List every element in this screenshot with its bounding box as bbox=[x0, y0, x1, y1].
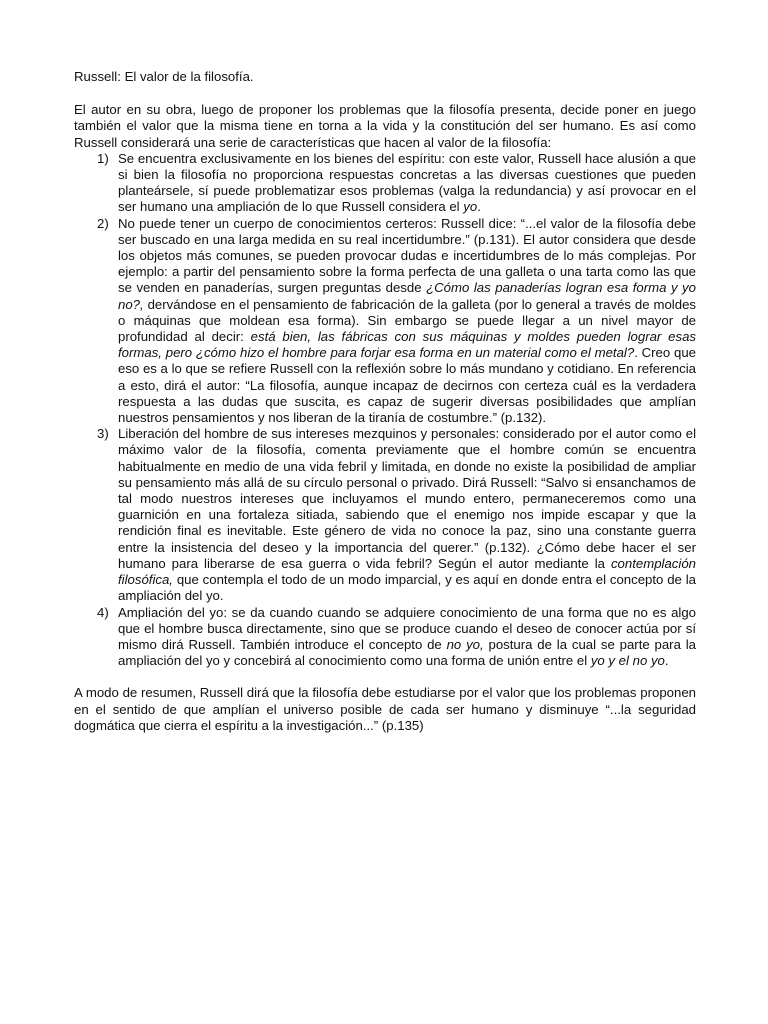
list-item-italic-text: yo y el no yo bbox=[590, 653, 665, 669]
summary-paragraph: A modo de resumen, Russell dirá que la filosofía debe estudiarse por el valor que los problemas proponen en el sentido de que amplían el universo posible de cada ser humano y disminuye “...la seguridad dogmática que cierra el espíritu a la investigación...” (p.135) bbox=[74, 685, 696, 733]
list-item-number: 4) bbox=[97, 604, 109, 620]
list-item-text: No puede tener un cuerpo de conocimientos certeros: Russell dice: “...el valor de la filosofía debe ser buscado en una larga medida en su real incertidumbre.” (p.131). El autor considera que desde los objetos más comunes, se pueden provocar dudas e incertidumbres de lo más complejas. Por ejemplo: a partir del pensamiento sobre la forma perfecta de una galleta o una tarta como las que se venden en panaderías, surgen preguntas desde bbox=[118, 215, 696, 296]
list-item-italic-text: contemplación filosófica, bbox=[118, 555, 696, 588]
list-item bbox=[74, 605, 696, 670]
list-item bbox=[74, 216, 696, 427]
list-item-text: Se encuentra exclusivamente en los bienes del espíritu: con este valor, Russell hace alusión a que si bien la filosofía no proporciona respuestas concretas a las diversas cuestiones que pueden planteársele, sí puede problematizar esos problemas (valga la redundancia) y así provocar en el ser humano una ampliación de lo que Russell considera el bbox=[118, 150, 696, 215]
document-title: Russell: El valor de la filosofía. bbox=[74, 69, 254, 84]
list-item-italic-text: yo bbox=[463, 199, 478, 215]
list-item-number: 1) bbox=[97, 150, 109, 166]
list-item-italic-text: ¿Cómo las panaderías logran esa forma y yo no?, bbox=[118, 280, 696, 312]
list-item-number: 3) bbox=[97, 426, 109, 442]
intro-paragraph: El autor en su obra, luego de proponer los problemas que la filosofía presenta, decide poner en juego también el valor que la misma tiene en torna a la vida y la constitución del ser humano. Es así como Russell considerará una serie de características que hacen al valor de la filosofía: bbox=[74, 102, 696, 150]
list-item-text: . bbox=[664, 653, 669, 669]
list-item bbox=[74, 151, 696, 216]
list-item-text: que contempla el todo de un modo imparcial, y es aquí en donde entra el concepto de la ampliación del yo. bbox=[118, 572, 696, 604]
list-item-text: Ampliación del yo: se da cuando cuando se adquiere conocimiento de una forma que no es algo que el hombre busca directamente, sino que se produce cuando el deseo de conocer actúa por sí mismo dirá Russell. También introduce el concepto de bbox=[118, 604, 696, 652]
list-item-text: . Creo que eso es a lo que se refiere Russell con la reflexión sobre lo más mundano y cotidiano. En referencia a esto, dirá el autor: “La filosofía, aunque incapaz de decirnos con certeza cuál es la verdadera respuesta a las dudas que suscita, es capaz de sugerir diversas posibilidades que amplían nuestros pensamientos y nos liberan de la tiranía de costumbre.” (p.132). bbox=[118, 345, 696, 426]
list-item-text: Liberación del hombre de sus intereses mezquinos y personales: considerado por el autor como el máximo valor de la filosofía, comenta previamente que el hombre común se encuentra habitualmente en medio de una vida febril y limitada, en donde no existe la posibilidad de ampliar su pensamiento más allá de su círculo personal o privado. Dirá Russell: “Salvo si ensanchamos de tal modo nuestros intereses que incluyamos el mundo entero, permaneceremos como una guarnición en una fortaleza sitiada, sabiendo que el enemigo nos impide escapar y que la rendición final es inevitable. Este género de vida no conoce la paz, sino una constante guerra entre la insistencia del deseo y la importancia del querer.” (p.132). ¿Cómo debe hacer el ser humano para liberarse de esa guerra o vida febril? Según el autor mediante la bbox=[118, 426, 696, 571]
list-item-text: postura de la cual se parte para la ampliación del yo y concebirá al conocimiento como una forma de unión entre el bbox=[118, 636, 696, 669]
list-item-text: dervándose en el pensamiento de fabricación de la galleta (por lo general a través de moldes o máquinas que moldean esa forma). Sin embargo se puede llegar a un nivel mayor de profundidad al decir: bbox=[118, 296, 696, 345]
characteristics-list bbox=[74, 151, 696, 670]
list-item-italic-text: no yo, bbox=[446, 636, 484, 652]
document-page bbox=[74, 69, 696, 734]
list-item-italic-text: está bien, las fábricas con sus máquinas y moldes pueden lograr esas formas, pero ¿cómo hizo el hombre para forjar esa forma en un material como el metal? bbox=[118, 329, 696, 361]
list-item-text: . bbox=[477, 199, 481, 215]
list-item bbox=[74, 426, 696, 604]
list-item-number: 2) bbox=[97, 215, 109, 231]
